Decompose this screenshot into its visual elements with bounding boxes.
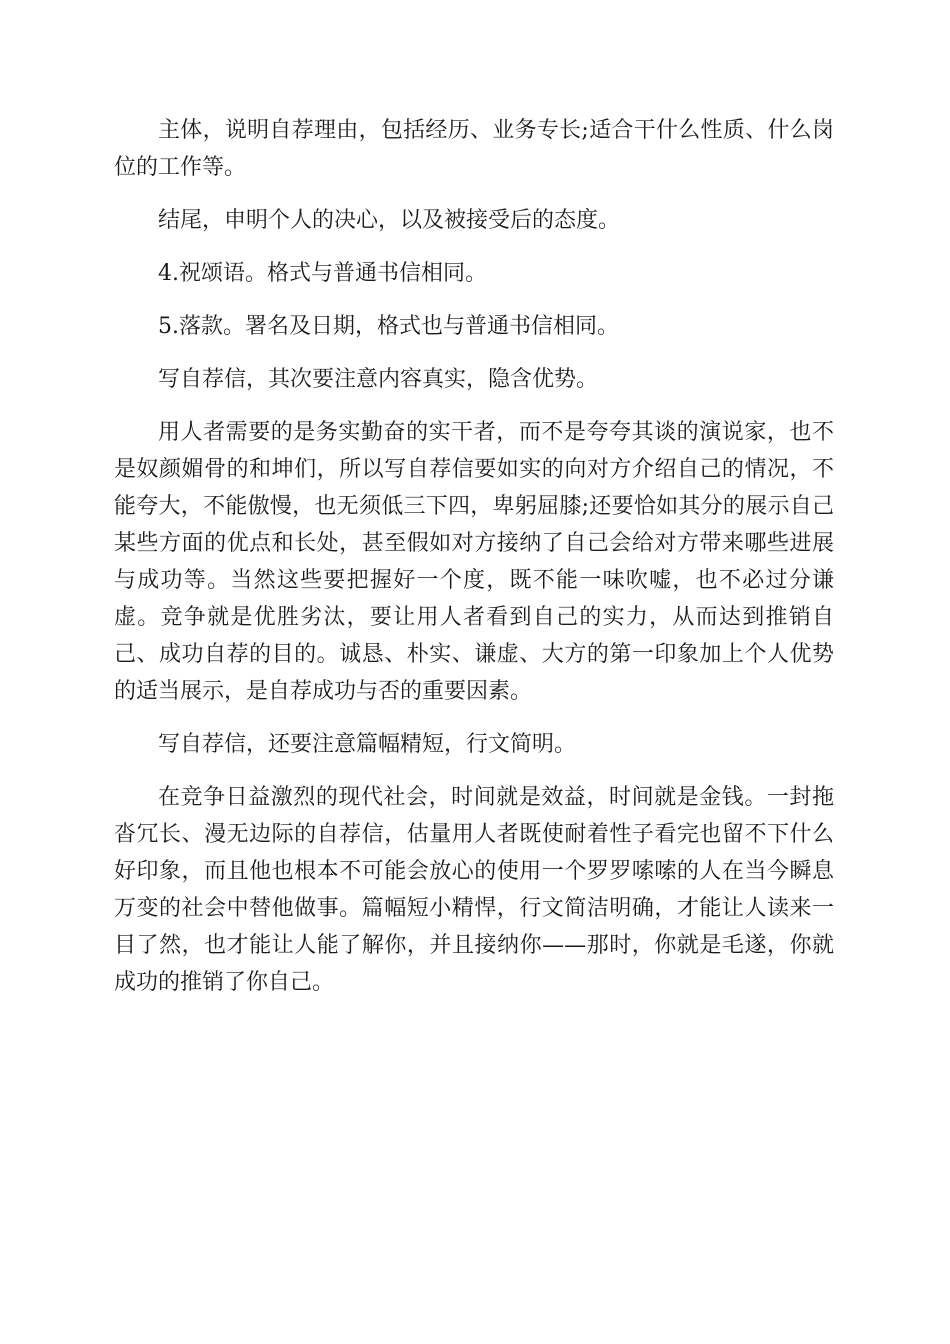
paragraph-concise-heading: 写自荐信，还要注意篇幅精短，行文简明。 [158,732,577,757]
paragraph-greeting: 4.祝颂语。格式与普通书信相同。 [158,261,487,286]
paragraph-truthful-heading: 写自荐信，其次要注意内容真实，隐含优势。 [158,367,599,392]
paragraph-body-reason: 主体，说明自荐理由，包括经历、业务专长;适合干什么性质、什么岗位的工作等。 [114,118,834,180]
paragraph-truthful-body: 用人者需要的是务实勤奋的实干者，而不是夸夸其谈的演说家，也不是奴颜媚骨的和坤们，所以写自荐信要如实的向对方介绍自己的情况，不能夸大，不能傲慢，也无须低三下四，卑躬屈膝;还要恰如其分的展示自己某些方面的优点和长处，甚至假如对方接纳了自己会给对方带来哪些进展与成功等。当然这些要把握好一个度，既不能一味吹嘘，也不必过分谦虚。竞争就是优胜劣汰，要让用人者看到自己的实力，从而达到推销自己、成功自荐的目的。诚恳、朴实、谦虚、大方的第一印象加上个人优势的适当展示，是自荐成功与否的重要因素。 [114,420,834,704]
paragraph-signature: 5.落款。署名及日期，格式也与普通书信相同。 [158,314,619,339]
paragraph-concise-body: 在竞争日益激烈的现代社会，时间就是效益，时间就是金钱。一封拖沓冗长、漫无边际的自荐信，估量用人者既使耐着性子看完也留不下什么好印象，而且他也根本不可能会放心的使用一个罗罗嗦嗦的人在当今瞬息万变的社会中替他做事。篇幅短小精悍，行文简洁明确，才能让人读来一目了然，也才能让人能了解你，并且接纳你——那时，你就是毛遂，你就成功的推销了你自己。 [114,785,834,995]
paragraph-ending: 结尾，申明个人的决心，以及被接受后的态度。 [158,208,621,233]
document-page [114,112,834,1017]
